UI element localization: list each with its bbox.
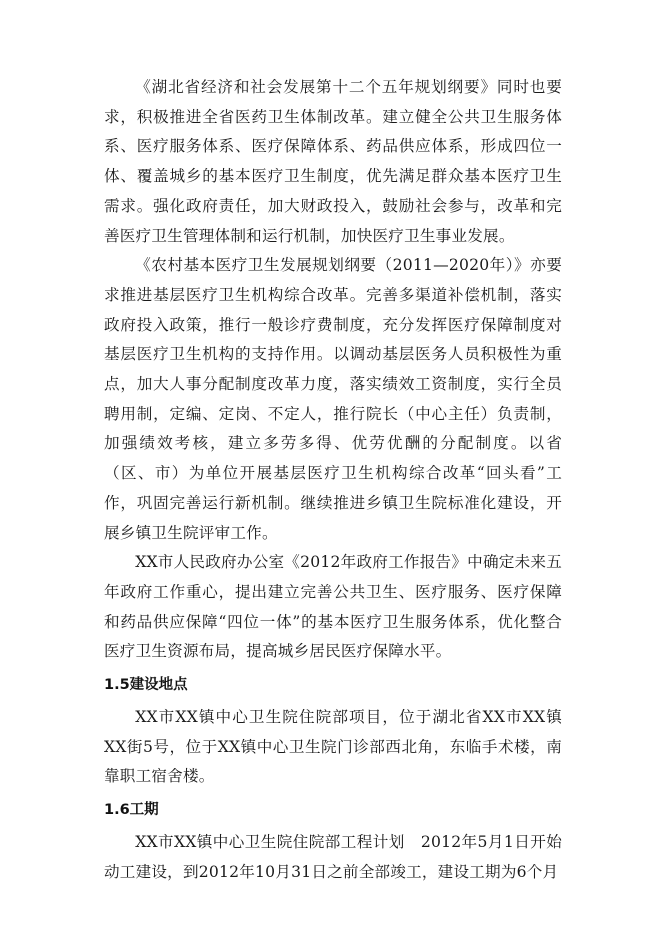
document-body <box>104 73 562 888</box>
paragraph-government-report: XX市人民政府办公室《2012年政府工作报告》中确定未来五年政府工作重心，提出建立完善公共卫生、医疗服务、医疗保障和药品供应保障“四位一体”的基本医疗卫生服务体系，优化整合医疗卫生资源布局，提高城乡居民医疗保障水平。 <box>104 553 562 661</box>
paragraph-schedule: XX市XX镇中心卫生院住院部工程计划 2012年5月1日开始动工建设，到2012年10月31日之前全部竣工，建设工期为6个月 <box>104 833 562 881</box>
section-heading-location: 1.5建设地点 <box>104 677 188 694</box>
paragraph-hubei-plan: 《湖北省经济和社会发展第十二个五年规划纲要》同时也要求，积极推进全省医药卫生体制改革。建立健全公共卫生服务体系、医疗服务体系、医疗保障体系、药品供应体系，形成四位一体、覆盖城乡的基本医疗卫生制度，优先满足群众基本医疗卫生需求。强化政府责任，加大财政投入，鼓励社会参与，改革和完善医疗卫生管理体制和运行机制，加快医疗卫生事业发展。 <box>104 78 562 245</box>
paragraph-rural-plan: 《农村基本医疗卫生发展规划纲要（2011—2020年）》亦要求推进基层医疗卫生机构综合改革。完善多渠道补偿机制，落实政府投入政策，推行一般诊疗费制度，充分发挥医疗保障制度对基层医疗卫生机构的支持作用。以调动基层医务人员积极性为重点，加大人事分配制度改革力度，落实绩效工资制度，实行全员聘用制，定编、定岗、不定人，推行院长（中心主任）负责制，加强绩效考核，建立多劳多得、优劳优酬的分配制度。以省（区、市）为单位开展基层医疗卫生机构综合改革“回头看”工作，巩固完善运行新机制。继续推进乡镇卫生院标准化建设，开展乡镇卫生院评审工作。 <box>104 256 562 542</box>
paragraph-location: XX市XX镇中心卫生院住院部项目，位于湖北省XX市XX镇XX街5号，位于XX镇中心卫生院门诊部西北角，东临手术楼，南靠职工宿舍楼。 <box>104 708 562 786</box>
section-heading-schedule: 1.6工期 <box>104 802 159 819</box>
